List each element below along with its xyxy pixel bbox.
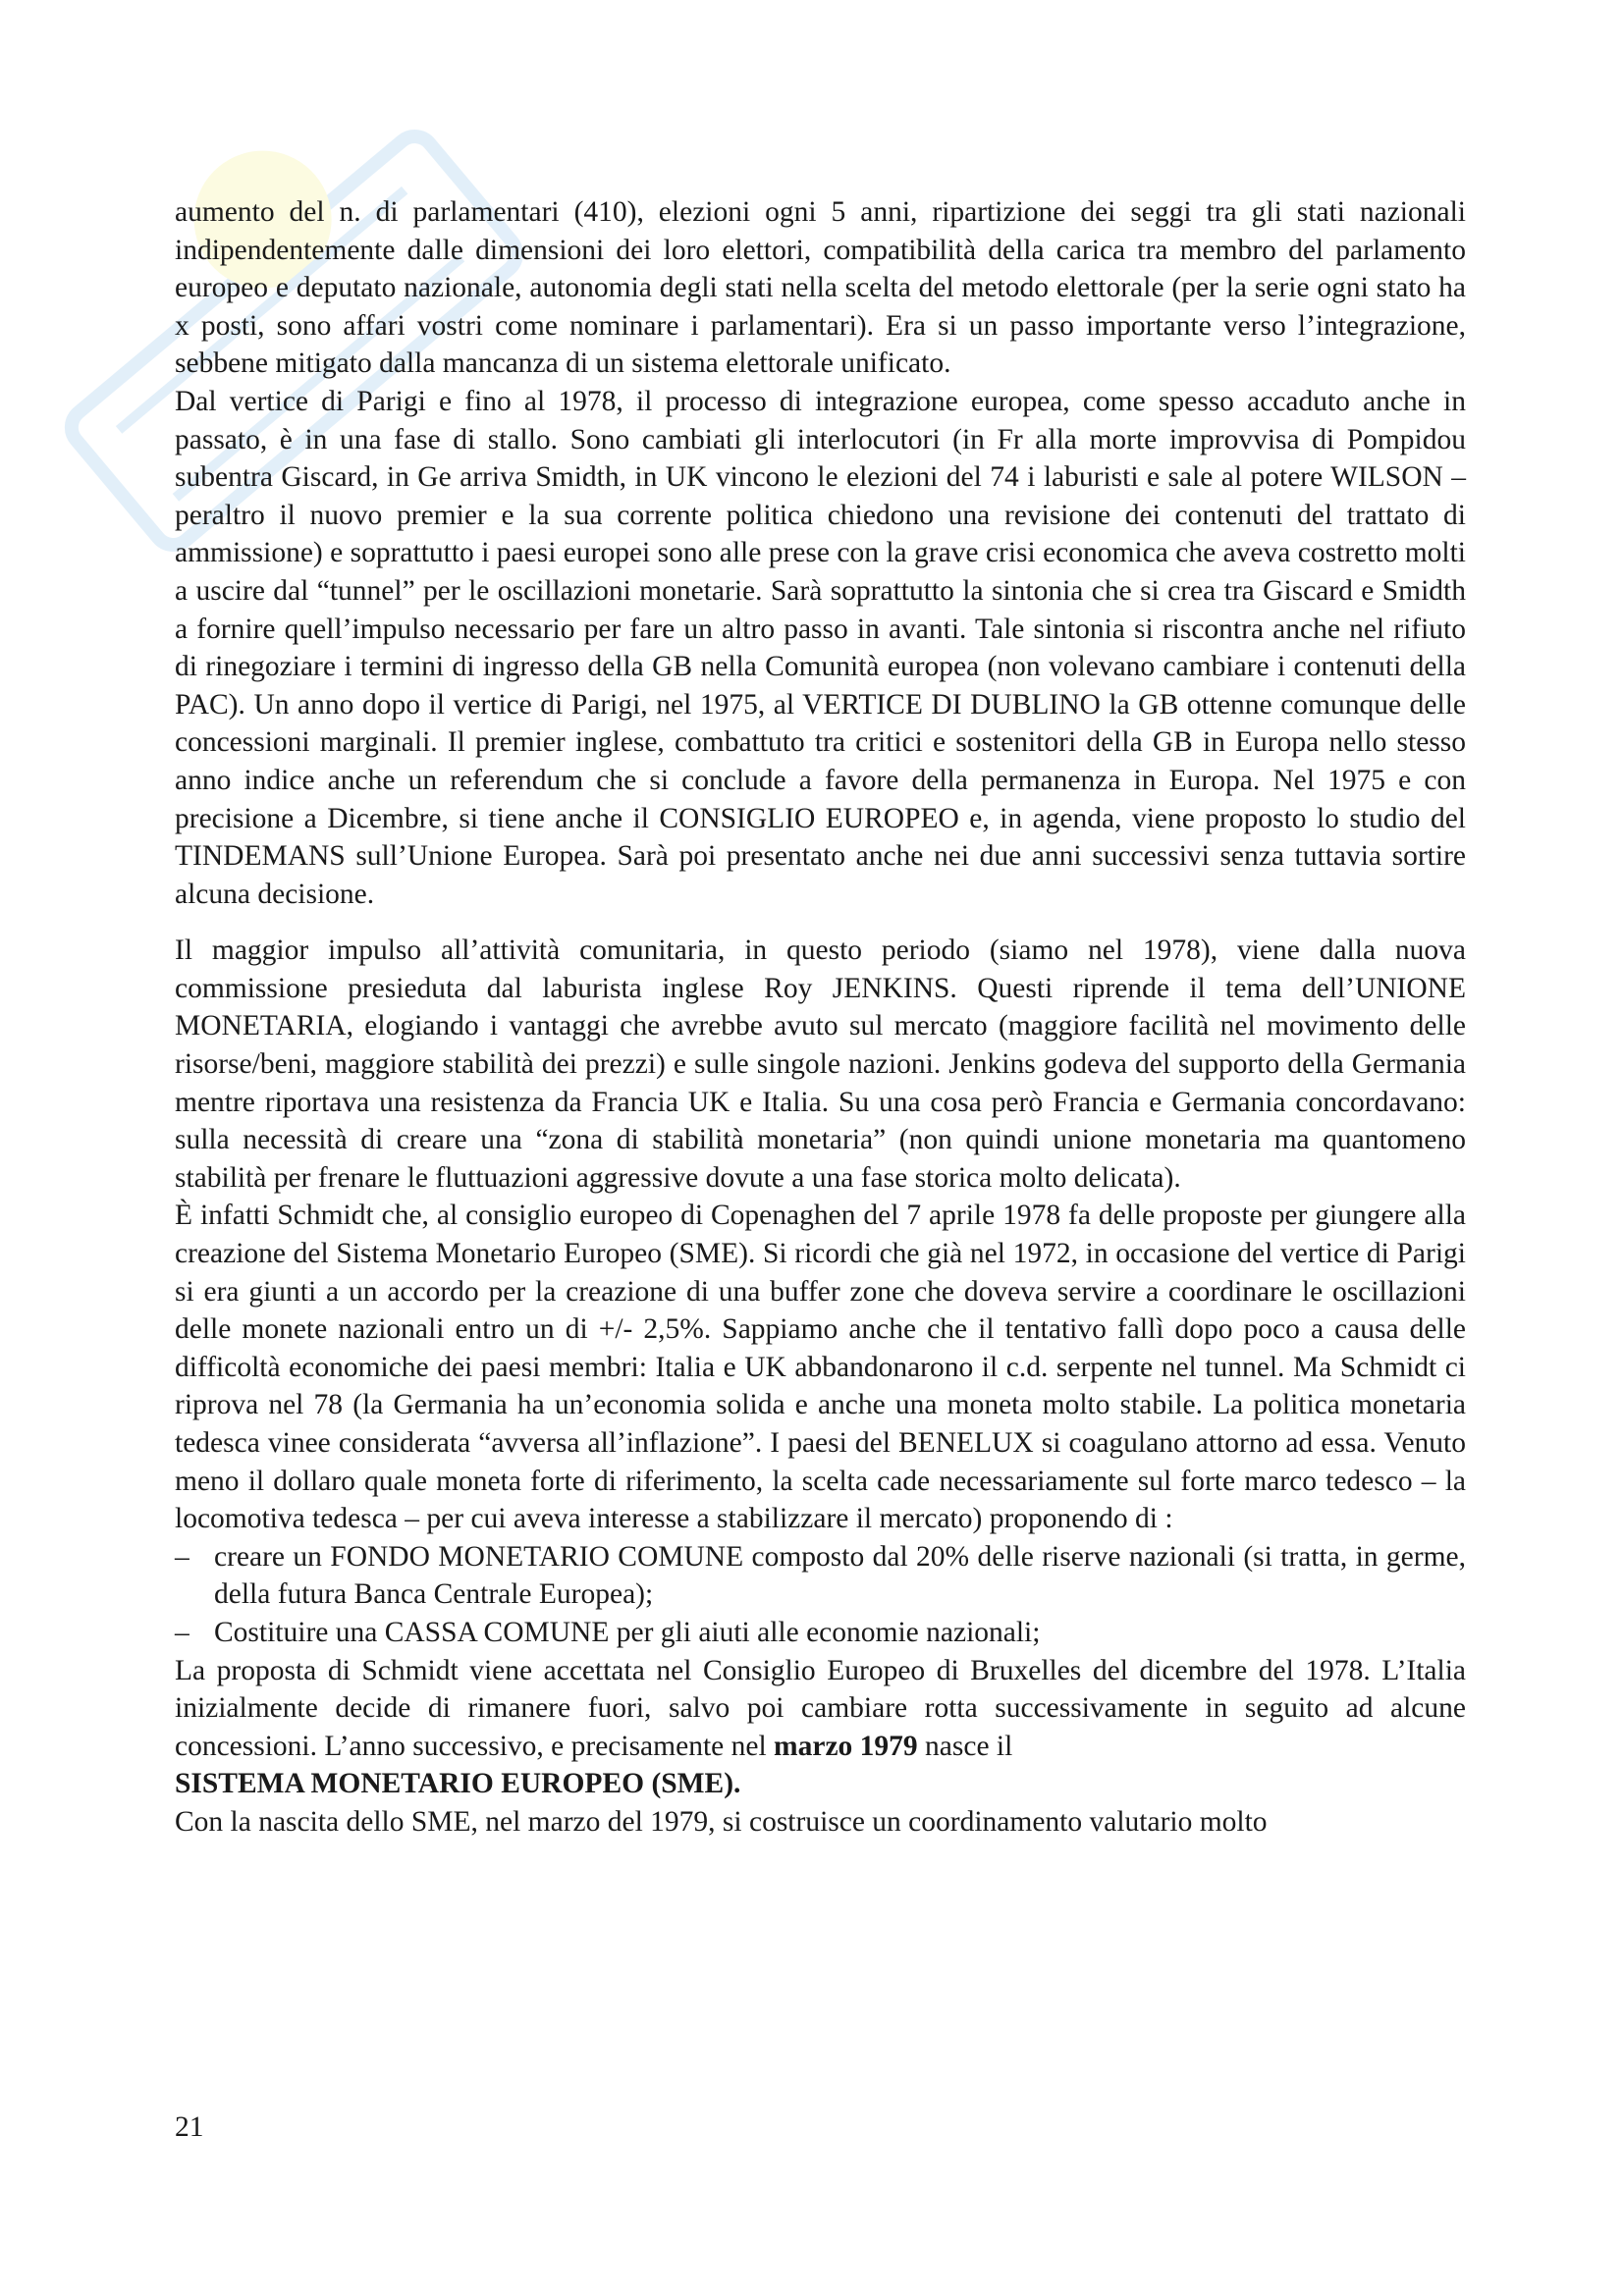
- document-body: [175, 193, 1466, 1842]
- paragraph-jenkins: Il maggior impulso all’attività comunitaria, in questo periodo (siamo nel 1978), viene dalla nuova commissione presieduta dal laburista inglese Roy JENKINS. Questi riprende il tema dell’UNIONE MONETARIA, elogiando i vantaggi che avrebbe avuto sul mercato (maggiore facilità nel movimento delle risorse/beni, maggiore stabilità dei prezzi) e sulle singole nazioni. Jenkins godeva del supporto della Germania mentre riportava una resistenza da Francia UK e Italia. Su una cosa però Francia e Germania concordavano: sulla necessità di creare una “zona di stabilità monetaria” (non quindi unione monetaria ma quantomeno stabilità per frenare le fluttuazioni aggressive dovute a una fase storica molto delicata).: [175, 934, 1466, 1194]
- paragraph-final-line: Con la nascita dello SME, nel marzo del 1979, si costruisce un coordinamento valutario molto: [175, 1805, 1268, 1838]
- list-item-text: Costituire una CASSA COMUNE per gli aiuti alle economie nazionali;: [214, 1616, 1041, 1648]
- list-item-text: creare un FONDO MONETARIO COMUNE composto dal 20% delle riserve nazionali (si tratta, in germe, della futura Banca Centrale Europea);: [214, 1540, 1466, 1611]
- paragraph-schmidt: È infatti Schmidt che, al consiglio europeo di Copenaghen del 7 aprile 1978 fa delle proposte per giungere alla creazione del Sistema Monetario Europeo (SME). Si ricordi che già nel 1972, in occasione del vertice di Parigi si era giunti a un accordo per la creazione di una buffer zone che doveva servire a coordinare le oscillazioni delle monete nazionali entro un di +/- 2,5%. Sappiamo anche che il tentativo fallì dopo poco a causa delle difficoltà economiche dei paesi membri: Italia e UK abbandonarono il c.d. serpente nel tunnel. Ma Schmidt ci riprova nel 78 (la Germania ha un’economia solida e anche una moneta molto stabile. La politica monetaria tedesca vinee considerata “avversa all’inflazione”. I paesi del BENELUX si coagulano attorno ad essa. Venuto meno il dollaro quale moneta forte di riferimento, la scelta cade necessariamente sul forte marco tedesco – la locomotiva tedesca – per cui aveva interesse a stabilizzare il mercato) proponendo di :: [175, 1200, 1466, 1535]
- page-number: 21: [175, 2111, 204, 2143]
- bold-date: marzo 1979: [774, 1730, 918, 1762]
- dash-bullet-icon: –: [175, 1540, 189, 1573]
- paragraph-sme-birth: [175, 1652, 1466, 1803]
- list-item: [175, 1614, 1466, 1652]
- paragraph-stallo: Dal vertice di Parigi e fino al 1978, il processo di integrazione europea, come spesso accaduto anche in passato, è in una fase di stallo. Sono cambiati gli interlocutori (in Fr alla morte improvvisa di Pompidou subentra Giscard, in Ge arriva Smidth, in UK vincono le elezioni del 74 i laburisti e sale al potere WILSON – peraltro il nuovo premier e la sua corrente politica chiedono una revisione dei contenuti del trattato di ammissione) e soprattutto i paesi europei sono alle prese con la grave crisi economica che aveva costretto molti a uscire dal “tunnel” per le oscillazioni monetarie. Sarà soprattutto la sintonia che si crea tra Giscard e Smidth a fornire quell’impulso necessario per fare un altro passo in avanti. Tale sintonia si riscontra anche nel rifiuto di rinegoziare i termini di ingresso della GB nella Comunità europea (non volevano cambiare i contenuti della PAC). Un anno dopo il vertice di Parigi, nel 1975, al VERTICE DI DUBLINO la GB ottenne comunque delle concessioni marginali. Il premier inglese, combattuto tra critici e sostenitori della GB in Europa nello stesso anno indice anche un referendum che si conclude a favore della permanenza in Europa. Nel 1975 e con precisione a Dicembre, si tiene anche il CONSIGLIO EUROPEO e, in agenda, viene proposto lo studio del TINDEMANS sull’Unione Europea. Sarà poi presentato anche nei due anni successivi senza tuttavia sortire alcuna decisione.: [175, 385, 1466, 910]
- closing-text-between: nasce il: [917, 1730, 1013, 1762]
- dash-bullet-icon: –: [175, 1616, 189, 1648]
- bold-sme-name: SISTEMA MONETARIO EUROPEO (SME).: [175, 1768, 741, 1800]
- paragraph-parliament: aumento del n. di parlamentari (410), elezioni ogni 5 anni, ripartizione dei seggi tra gli stati nazionali indipendentemente dalle dimensioni dei loro elettori, compatibilità della carica tra membro del parlamento europeo e deputato nazionale, autonomia degli stati nella scelta del metodo elettorale (per la serie ogni stato ha x posti, sono affari vostri come nominare i parlamentari). Era si un passo importante verso l’integrazione, sebbene mitigato dalla mancanza di un sistema elettorale unificato.: [175, 196, 1466, 380]
- closing-text: La proposta di Schmidt viene accettata nel Consiglio Europeo di Bruxelles del dicembre del 1978. L’Italia inizialmente decide di rimanere fuori, salvo poi cambiare rotta successivamente in seguito ad alcune concessioni. L’anno successivo, e precisamente nel: [175, 1654, 1466, 1762]
- proposal-list: [175, 1538, 1466, 1652]
- list-item: [175, 1538, 1466, 1614]
